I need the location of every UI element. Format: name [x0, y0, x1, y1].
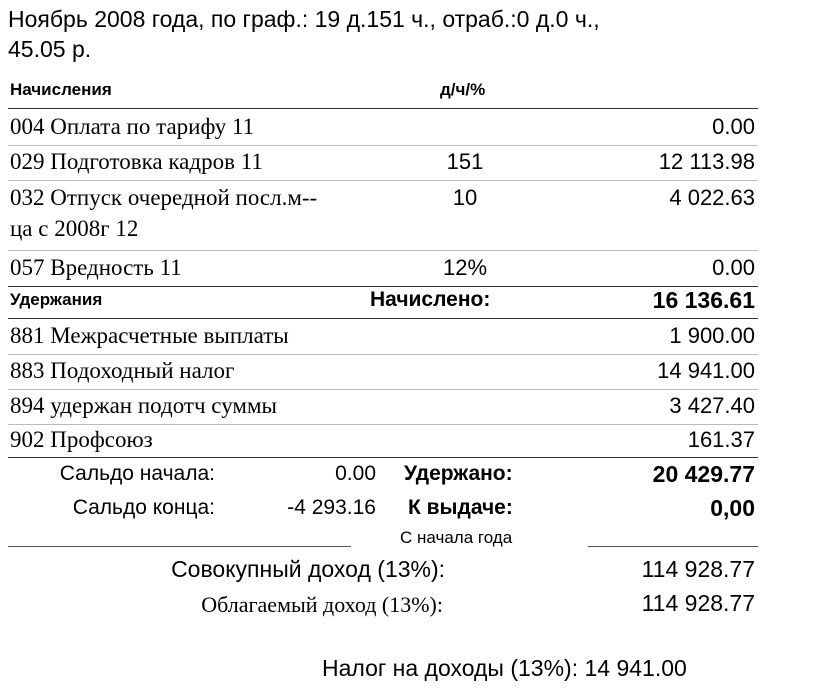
payout-label: К выдаче:	[408, 496, 513, 519]
income-tax-label: Налог на доходы (13%):	[322, 655, 579, 681]
period-summary	[8, 4, 600, 64]
opening-balance-label: Сальдо начала:	[59, 462, 215, 485]
deduction-row-amount: 14 941.00	[657, 358, 755, 383]
total-income-value: 114 928.77	[641, 556, 755, 582]
accrual-row-amount: 12 113.98	[658, 149, 755, 174]
deduction-row-amount: 1 900.00	[669, 323, 755, 348]
accrual-row-name: 004 Оплата по тарифу 11	[10, 114, 255, 139]
opening-balance-value: 0.00	[335, 462, 376, 485]
deducted-total-value: 20 429.77	[652, 461, 755, 487]
accruals-units-header: д/ч/%	[440, 80, 486, 99]
accrual-row-amount: 0.00	[712, 114, 755, 139]
deduction-row-name: 894 удержан подотч суммы	[10, 393, 277, 418]
accrual-row-amount: 0.00	[712, 255, 755, 280]
accrual-row-name-continued: ца с 2008г 12	[10, 216, 139, 241]
deducted-label: Удержано:	[404, 462, 513, 485]
deduction-row-name: 881 Межрасчетные выплаты	[10, 323, 289, 348]
total-income-label: Совокупный доход (13%):	[171, 556, 445, 582]
ytd-divider-left	[8, 546, 351, 547]
deduction-row-name: 883 Подоходный налог	[10, 358, 235, 383]
row-divider	[8, 424, 758, 425]
deductions-total-divider	[8, 457, 758, 458]
deduction-row-amount: 161.37	[687, 427, 755, 452]
deductions-header-divider	[8, 318, 758, 319]
row-divider	[8, 250, 758, 251]
row-divider	[8, 354, 758, 355]
accruals-header-divider	[8, 108, 758, 109]
accrual-row-units: 12%	[442, 255, 488, 280]
row-divider	[8, 180, 758, 181]
taxable-income-value: 114 928.77	[641, 590, 755, 616]
closing-balance-label: Сальдо конца:	[72, 496, 215, 519]
accrual-row-name: 029 Подготовка кадров 11	[10, 149, 263, 174]
closing-balance-value: -4 293.16	[287, 496, 376, 519]
period-summary-line-2: 45.05 р.	[8, 36, 92, 62]
row-divider	[8, 389, 758, 390]
income-tax-value: 14 941.00	[584, 655, 687, 681]
ytd-divider-right	[588, 546, 758, 547]
deduction-row-amount: 3 427.40	[669, 393, 755, 418]
accrual-row-units: 151	[446, 149, 484, 174]
period-summary-line-1: Ноябрь 2008 года, по граф.: 19 д.151 ч., отраб.:0 д.0 ч.,	[8, 6, 600, 32]
income-tax-line	[322, 655, 687, 682]
payout-value: 0,00	[710, 495, 755, 521]
accrual-row-amount: 4 022.63	[669, 185, 755, 210]
ytd-title: С начала года	[400, 528, 513, 547]
deductions-title: Удержания	[10, 290, 103, 309]
row-divider	[8, 145, 758, 146]
accrual-row-name: 057 Вредность 11	[10, 255, 182, 280]
accrual-row-name: 032 Отпуск очередной посл.м--	[10, 185, 318, 210]
deduction-row-name: 902 Профсоюз	[10, 427, 153, 452]
accrued-total-value: 16 136.61	[652, 287, 755, 313]
accrued-total-label: Начислено:	[370, 288, 491, 311]
accrual-row-units: 10	[452, 185, 478, 210]
taxable-income-label: Облагаемый доход (13%):	[201, 592, 443, 617]
accruals-title: Начисления	[10, 80, 112, 99]
